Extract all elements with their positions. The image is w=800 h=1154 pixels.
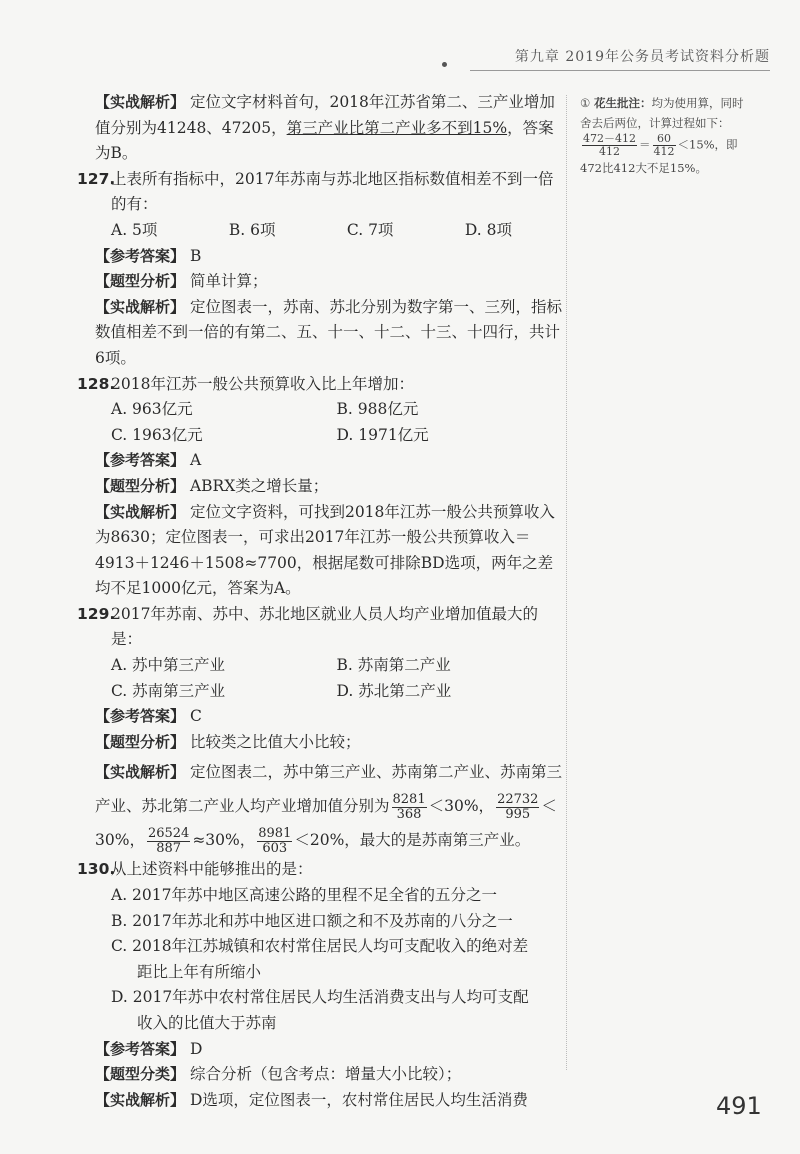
page-number: 491 [716, 1092, 762, 1120]
chapter-label: 第九章 [514, 49, 560, 65]
analysis-line: 【实战解析】 定位图表二，苏中第三产业、苏南第二产业、苏南第三产业、苏北第二产业人均产业增加值分别为 $\frac{8281}{368}$ ＜30%， $\frac{22732}{995}$ ＜30%， $\frac{26524}{887}$ ≈30%， $\frac{8981}{603}$ ＜20%，最大的是苏南第三产业。 [95, 763, 562, 856]
option-d-cont: 收入的比值大于苏南 [137, 1014, 277, 1032]
running-header [470, 46, 770, 66]
question-127 [77, 167, 562, 372]
margin-note [580, 93, 745, 178]
option-d: D. 2017年苏中农村常住居民人均生活消费支出与人均可支配 [111, 988, 529, 1007]
option-a: A. 苏中第三产业 [111, 656, 226, 675]
note-label: 花生批注： [593, 96, 652, 110]
option-d: D. 苏北第二产业 [336, 681, 452, 700]
question-stem: 128. 2018年江苏一般公共预算收入比上年增加： [77, 374, 414, 393]
analysis-line: 【实战解析】 D选项，定位图表一，农村常住居民人均生活消费 [95, 1090, 528, 1109]
type-line: 【题型分类】 综合分析（包含考点：增量大小比较）； [95, 1065, 462, 1084]
header-dot [442, 62, 447, 67]
book-title: 2019年公务员考试资料分析题 [565, 49, 770, 65]
option-c: C. 苏南第三产业 [111, 681, 226, 700]
analysis-line: 【实战解析】 定位文字资料，可找到2018年江苏一般公共预算收入为8630；定位图表一，可求出2017年江苏一般公共预算收入＝4913＋1246＋1508≈7700，根据尾数可排除BD选项，两年之差均不足1000亿元，答案为A。 [95, 502, 555, 598]
options-row-2 [77, 679, 562, 705]
option-b: B. 苏南第二产业 [336, 656, 451, 675]
header-rule [470, 70, 770, 71]
note-formula: $\frac{472-412}{412}$ ＝ $\frac{60}{412}$ ＜15%，即 [583, 132, 738, 158]
option-a: A. 5项 [111, 220, 158, 239]
margin-divider [566, 95, 567, 1070]
fraction: $\frac{26524}{887}$ [147, 825, 190, 856]
answer-line: 【参考答案】 A [95, 451, 202, 470]
note-tail: 472比412大不足15%。 [580, 161, 707, 175]
option-c-cont: 距比上年有所缩小 [137, 962, 262, 981]
option-b: B. 2017年苏北和苏中地区进口额之和不及苏南的八分之一 [111, 911, 513, 930]
option-c: C. 1963亿元 [111, 425, 203, 444]
options-row-1 [77, 397, 562, 423]
answer-line: 【参考答案】 D [95, 1039, 203, 1058]
option-d: D. 8项 [464, 220, 512, 239]
fraction: $\frac{8281}{368}$ [392, 791, 426, 822]
fraction: $\frac{472-412}{412}$ [583, 132, 636, 158]
options-row-1 [77, 653, 562, 679]
answer-line: 【参考答案】 B [95, 246, 202, 265]
fraction: $\frac{8981}{603}$ [258, 825, 292, 856]
option-b: B. 988亿元 [336, 400, 419, 419]
question-130 [77, 857, 562, 1113]
fraction: $\frac{22732}{995}$ [497, 791, 539, 822]
note-text: 均为使用算，同时舍去后两位，计算过程如下： [580, 96, 744, 130]
question-stem: 129. 2017年苏南、苏中、苏北地区就业人员人均产业增加值最大的是： [77, 604, 538, 649]
answer-line: 【参考答案】 C [95, 707, 202, 726]
note-icon: ① [580, 96, 591, 110]
main-column [77, 90, 562, 1113]
fraction: $\frac{60}{412}$ [653, 132, 675, 158]
option-a: A. 963亿元 [111, 400, 193, 419]
q126-analysis: 【实战解析】 定位文字材料首句，2018年江苏省第二、三产业增加值分别为41248、47205，第三产业比第二产业多不到15%，答案为B。 [95, 93, 555, 163]
question-stem: 130. 从上述资料中能够推出的是： [77, 860, 313, 879]
option-c: C. 2018年江苏城镇和农村常住居民人均可支配收入的绝对差 [111, 937, 529, 956]
type-line: 【题型分析】 比较类之比值大小比较； [95, 732, 361, 751]
option-d: D. 1971亿元 [336, 425, 429, 444]
type-line: 【题型分析】 ABRX类之增长量； [95, 476, 329, 495]
question-128 [77, 372, 562, 602]
analysis-line: 【实战解析】 定位图表一，苏南、苏北分别为数字第一、三列，指标数值相差不到一倍的有第二、五、十一、十二、十三、十四行，共计6项。 [95, 297, 562, 367]
option-b: B. 6项 [228, 220, 276, 239]
option-c: C. 7项 [346, 220, 394, 239]
options-row-2 [77, 423, 562, 449]
question-stem: 127. 上表所有指标中，2017年苏南与苏北地区指标数值相差不到一倍的有： [77, 169, 554, 214]
question-129 [77, 602, 562, 858]
option-a: A. 2017年苏中地区高速公路的里程不足全省的五分之一 [111, 886, 497, 905]
underlined-conclusion: 第三产业比第二产业多不到15% [286, 118, 508, 137]
options-row [77, 218, 562, 244]
type-line: 【题型分析】 简单计算； [95, 272, 268, 291]
